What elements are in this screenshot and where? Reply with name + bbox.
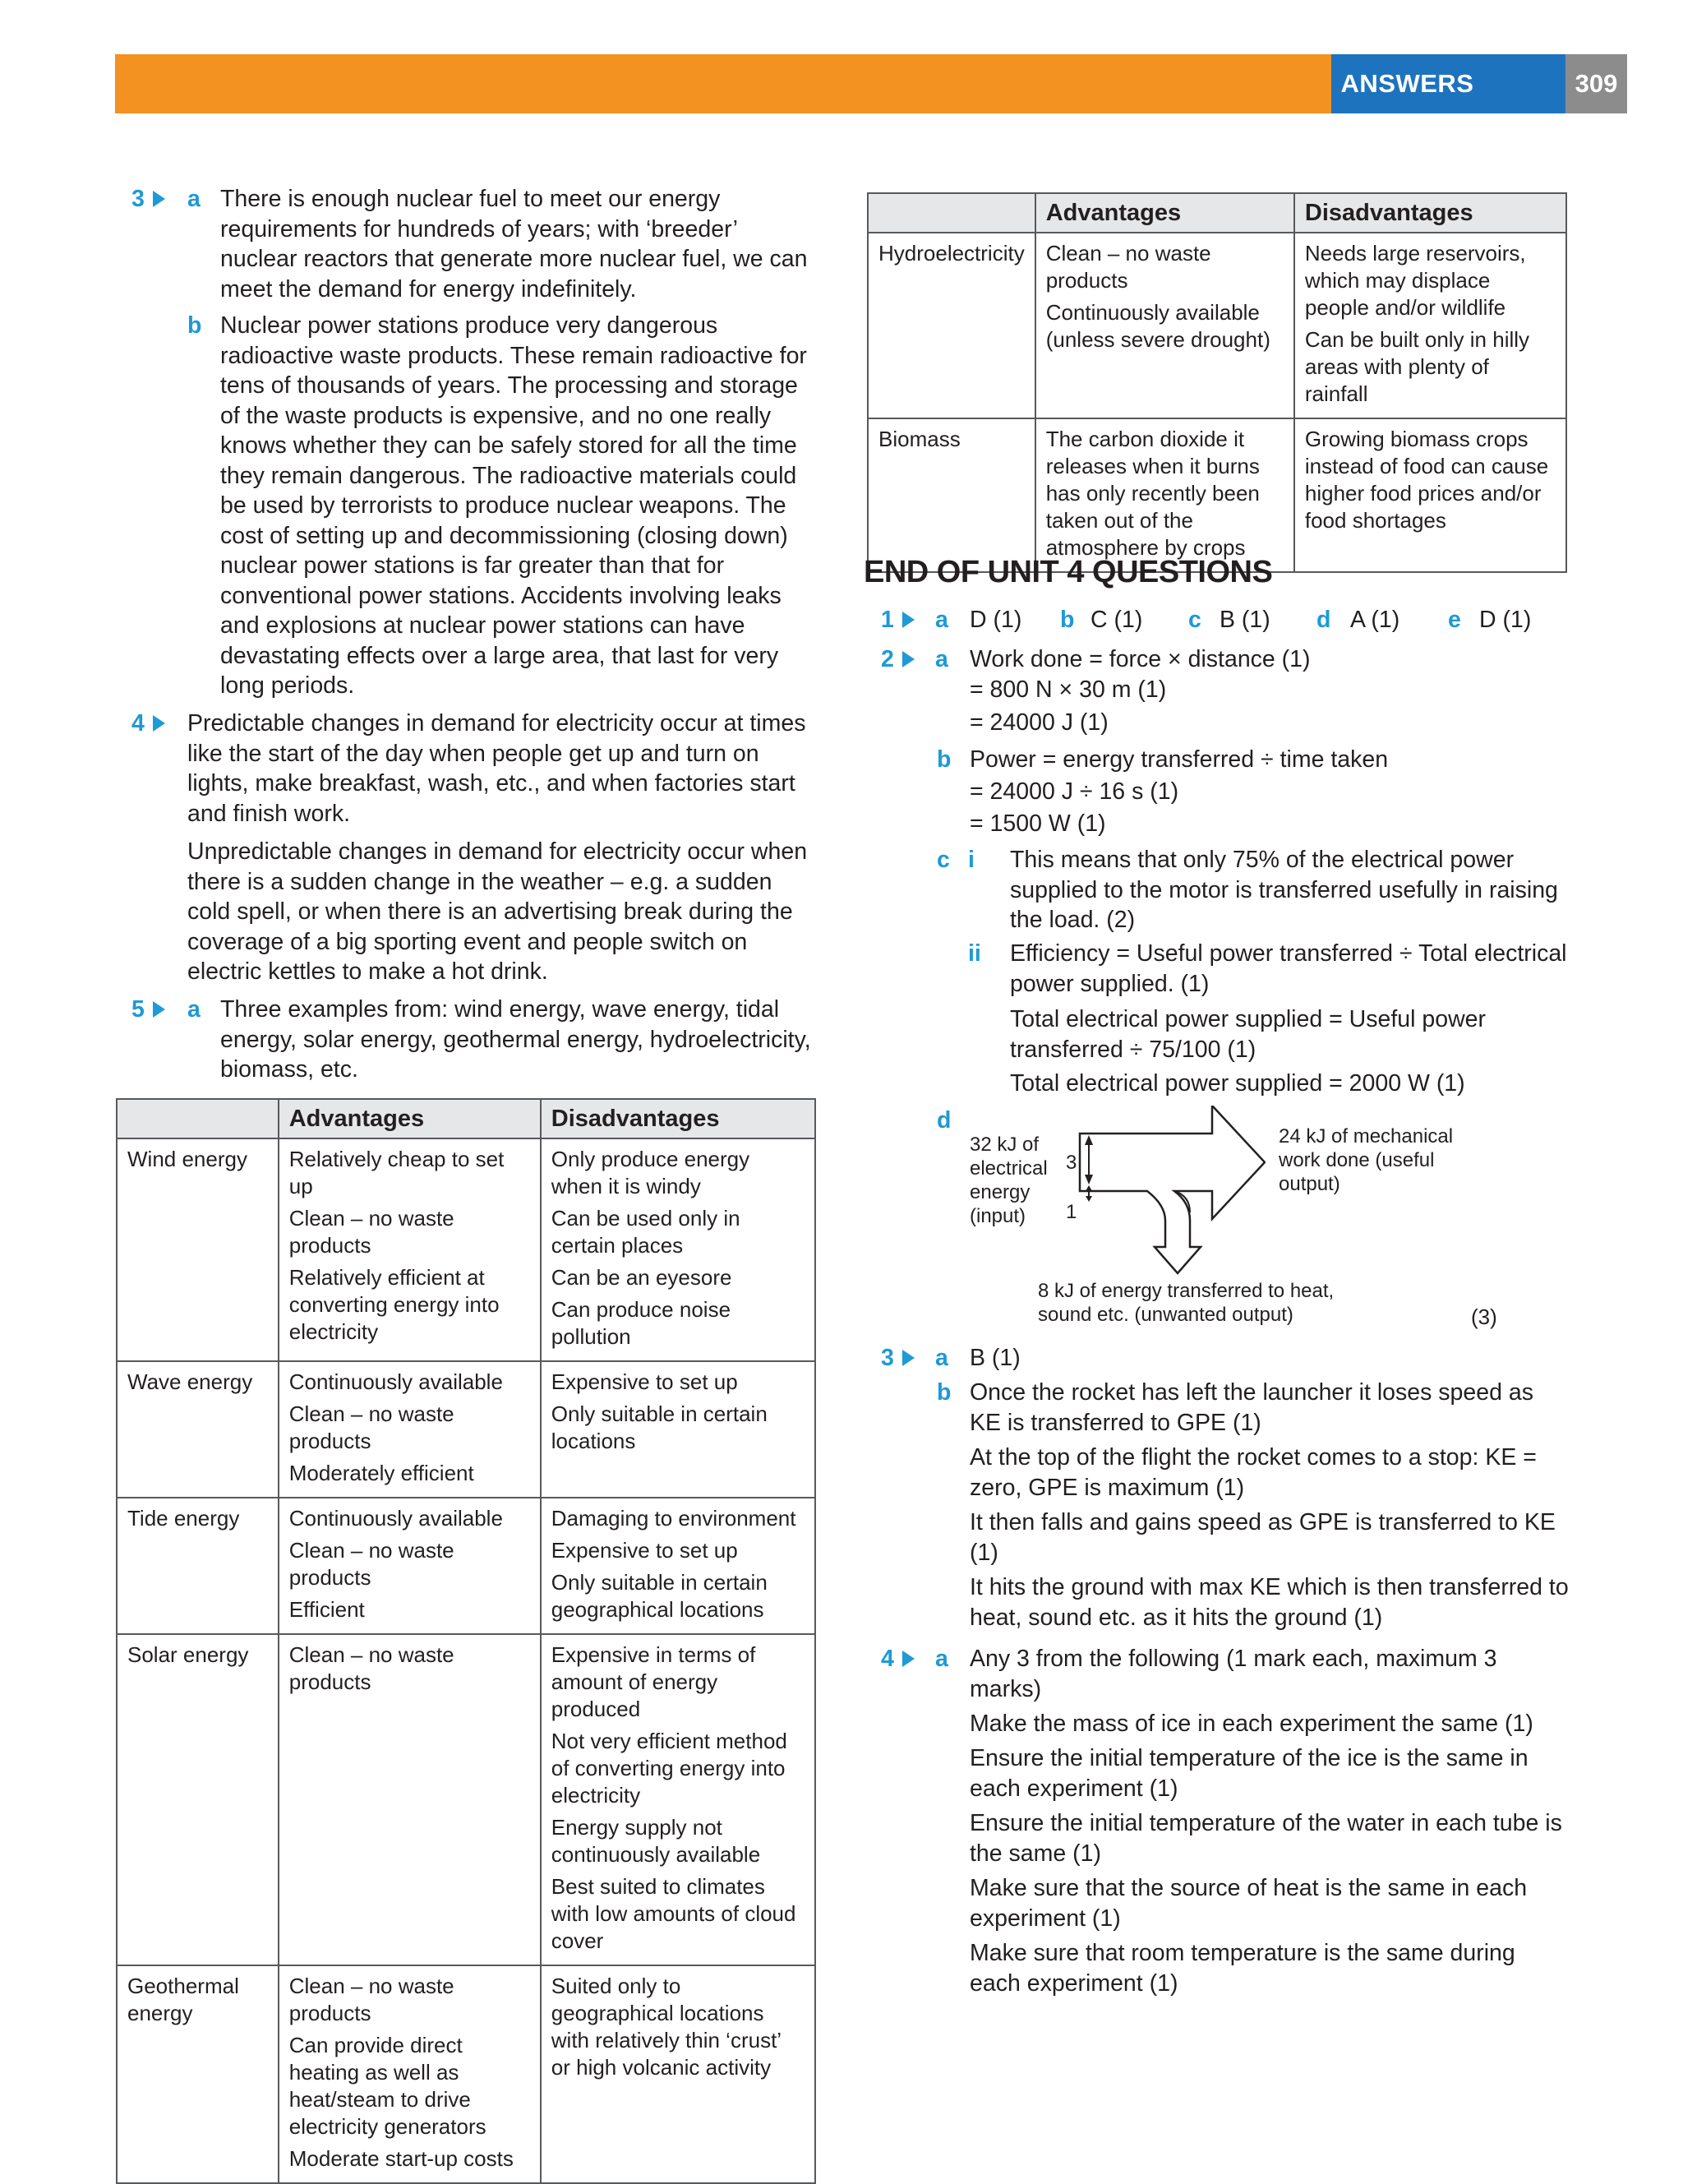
q2b-line-3: = 1500 W (1) — [970, 810, 1106, 837]
wasted-output-label: 8 kJ of energy transferred to heat, sound etc. (unwanted output) — [1038, 1280, 1335, 1326]
header-bar — [115, 54, 1331, 113]
disadvantage-item: Can be built only in hilly areas with plenty of rainfall — [1304, 327, 1530, 406]
q2cii-line-2: Total electrical power supplied = Useful power transferred ÷ 75/100 (1) — [1010, 1006, 1487, 1063]
advantage-item: Relatively cheap to set up — [288, 1147, 505, 1198]
scale-label-bottom: 1 — [1066, 1201, 1077, 1223]
section-title: ANSWERS — [1340, 69, 1474, 98]
q1-answer: C (1) — [1090, 607, 1143, 633]
part-label: a — [935, 607, 948, 633]
question-arrow-icon — [902, 1651, 915, 1667]
question-number-1: 1 — [881, 605, 915, 635]
energy-source: Geothermal energy — [117, 1965, 279, 2183]
disadvantage-item: Expensive to set up — [551, 1538, 738, 1563]
disadvantage-item: Energy supply not continuously available — [551, 1815, 761, 1867]
question-arrow-icon — [902, 612, 915, 628]
advantages-cell — [279, 1138, 541, 1361]
q3b-para-1: Once the rocket has left the launcher it loses speed as KE is transferred to GPE (1) — [970, 1379, 1533, 1436]
advantage-item: Continuously available (unless severe drought) — [1045, 300, 1270, 352]
q2a-line-1: Work done = force × distance (1) — [970, 646, 1311, 672]
table-header-row — [868, 193, 1566, 233]
advantage-item: Can provide direct heating as well as heat/steam to drive electricity generators — [288, 2033, 486, 2139]
disadvantages-cell — [541, 1498, 815, 1634]
energy-table-left — [116, 1098, 816, 2184]
q3a-answer: B (1) — [970, 1345, 1021, 1371]
q3b-para-3: It then falls and gains speed as GPE is transferred to KE (1) — [970, 1509, 1556, 1566]
advantages-cell — [279, 1634, 541, 1965]
energy-source: Tide energy — [117, 1498, 279, 1634]
table-row — [868, 418, 1566, 572]
disadvantage-item: Can be used only in certain places — [551, 1206, 740, 1258]
q2a-line-2: = 800 N × 30 m (1) — [970, 676, 1167, 703]
advantage-item: Efficient — [288, 1597, 365, 1622]
energy-source: Solar energy — [117, 1634, 279, 1965]
q4a-para-5: Make sure that the source of heat is the same in each experiment (1) — [970, 1875, 1528, 1932]
q3b-para-4: It hits the ground with max KE which is then transferred to heat, sound etc. as it hits the ground (1) — [970, 1574, 1569, 1631]
disadvantages-cell — [541, 1965, 815, 2183]
part-label-c: c — [937, 847, 950, 873]
input-energy-label: 32 kJ of electrical energy (input) — [970, 1134, 1048, 1227]
table-header-cell: Advantages — [1035, 193, 1294, 233]
disadvantage-item: Only produce energy when it is windy — [551, 1147, 750, 1198]
part-label-b: b — [937, 1379, 952, 1406]
energy-table-right — [867, 192, 1567, 573]
part-label-ii: ii — [968, 940, 981, 967]
part-label: c — [1188, 607, 1201, 633]
question-arrow-icon — [153, 1001, 165, 1018]
table-header-cell: Advantages — [279, 1099, 541, 1138]
table-row — [117, 1965, 815, 2183]
q3b-answer: Nuclear power stations produce very dangerous radioactive waste products. These remain radioactive for tens of thousands of years. The processing and storage of the waste products is expensive, and no one really knows whether they can be safely stored for all the time they remain dangerous. The radioactive materials could be used by terrorists to produce nuclear weapons. The cost of setting up and decommissioning (closing down) nuclear power stations is far greater than that for conventional power stations. Accidents involving leaks and explosions at nuclear power stations can have devastating effects over a large area, that last for very long periods. — [220, 312, 807, 699]
question-number-4: 4 — [881, 1644, 915, 1674]
q4a-para-6: Make sure that room temperature is the same during each experiment (1) — [970, 1940, 1515, 1997]
table-row — [117, 1138, 815, 1361]
advantage-item: Clean – no waste products — [1045, 241, 1211, 293]
table-row — [117, 1634, 815, 1965]
disadvantage-item: Only suitable in certain geographical locations — [551, 1570, 768, 1622]
advantages-cell — [279, 1361, 541, 1498]
question-number-4: 4 — [131, 709, 165, 739]
scale-label-top: 3 — [1066, 1152, 1077, 1174]
sankey-diagram — [1052, 1106, 1266, 1282]
q3a-answer: There is enough nuclear fuel to meet our energy requirements for hundreds of years; with ‘breeder’ nuclear reactors that generate more nuclear fuel, we can meet the demand for energy indefinitely. — [220, 186, 808, 302]
disadvantage-item: Can produce noise pollution — [551, 1297, 731, 1349]
section-heading: END OF UNIT 4 QUESTIONS — [864, 555, 1273, 589]
part-label: b — [1060, 607, 1075, 633]
advantage-item: Clean – no waste products — [288, 1401, 454, 1453]
part-label-b: b — [937, 746, 952, 773]
part-label-b: b — [187, 312, 202, 339]
disadvantage-item: Needs large reservoirs, which may displace people and/or wildlife — [1304, 241, 1526, 320]
advantage-item: Moderately efficient — [288, 1461, 474, 1485]
disadvantage-item: Growing biomass crops instead of food can cause higher food prices and/or food shortages — [1304, 427, 1549, 533]
disadvantages-cell — [1294, 233, 1566, 418]
advantage-item: Clean – no waste products — [288, 1642, 454, 1694]
page-number: 309 — [1565, 54, 1627, 113]
question-arrow-icon — [902, 1350, 915, 1366]
advantage-item: Clean – no waste products — [288, 1974, 454, 2025]
part-label-a: a — [935, 1345, 948, 1371]
part-label-a: a — [187, 186, 201, 212]
table-header-cell — [117, 1099, 279, 1138]
q2b-line-1: Power = energy transferred ÷ time taken — [970, 746, 1389, 773]
disadvantages-cell — [1294, 418, 1566, 572]
q1-answer: D (1) — [970, 607, 1022, 633]
advantages-cell — [1035, 418, 1294, 572]
advantages-cell — [1035, 233, 1294, 418]
table-header-row — [117, 1099, 815, 1138]
useful-output-label: 24 kJ of mechanical work done (useful output) — [1279, 1125, 1454, 1195]
q4a-para-1: Any 3 from the following (1 mark each, maximum 3 marks) — [970, 1646, 1497, 1702]
part-label-a: a — [935, 1646, 948, 1672]
disadvantages-cell — [541, 1138, 815, 1361]
table-header-cell: Disadvantages — [541, 1099, 815, 1138]
energy-source: Hydroelectricity — [868, 233, 1035, 418]
q4a-para-2: Make the mass of ice in each experiment the same (1) — [970, 1711, 1533, 1737]
part-label-d: d — [937, 1107, 952, 1134]
energy-source: Biomass — [868, 418, 1035, 572]
advantage-item: Continuously available — [288, 1506, 503, 1531]
q2b-line-2: = 24000 J ÷ 16 s (1) — [970, 778, 1179, 805]
advantage-item: Continuously available — [288, 1369, 503, 1394]
advantage-item: Moderate start-up costs — [288, 2146, 514, 2171]
advantage-item: Clean – no waste products — [288, 1206, 454, 1258]
advantage-item: Clean – no waste products — [288, 1538, 454, 1590]
advantage-item: The carbon dioxide it releases when it burns has only recently been taken out of the atmosphere by crops — [1045, 427, 1260, 560]
disadvantages-cell — [541, 1361, 815, 1498]
part-label-a: a — [935, 646, 948, 672]
disadvantage-item: Expensive to set up — [551, 1369, 738, 1394]
energy-source: Wind energy — [117, 1138, 279, 1361]
question-number-3: 3 — [131, 184, 165, 215]
disadvantage-item: Best suited to climates with low amounts of cloud cover — [551, 1874, 796, 1953]
q2cii-line-1: Efficiency = Useful power transferred ÷ Total electrical power supplied. (1) — [1010, 940, 1567, 997]
part-label: e — [1448, 607, 1461, 633]
question-arrow-icon — [902, 651, 915, 667]
q4a-para-4: Ensure the initial temperature of the water in each tube is the same (1) — [970, 1810, 1562, 1867]
disadvantage-item: Suited only to geographical locations with relatively thin ‘crust’ or high volcanic activity — [551, 1974, 782, 2080]
disadvantage-item: Can be an eyesore — [551, 1265, 732, 1290]
q5a-answer: Three examples from: wind energy, wave energy, tidal energy, solar energy, geothermal energy, hydroelectricity, biomass, etc. — [220, 996, 811, 1083]
q4-paragraph-1: Predictable changes in demand for electricity occur at times like the start of the day when people get up and turn on lights, make breakfast, wash, etc., and when factories start and finish work. — [187, 710, 806, 827]
disadvantages-cell — [541, 1634, 815, 1965]
part-label-i: i — [968, 847, 975, 873]
disadvantage-item: Expensive in terms of amount of energy produced — [551, 1642, 756, 1721]
advantages-cell — [279, 1498, 541, 1634]
table-header-cell: Disadvantages — [1294, 193, 1566, 233]
question-number-3: 3 — [881, 1343, 915, 1374]
marks-label: (3) — [1471, 1304, 1497, 1329]
q3b-para-2: At the top of the flight the rocket comes to a stop: KE = zero, GPE is maximum (1) — [970, 1444, 1537, 1501]
q2ci-answer: This means that only 75% of the electrical power supplied to the motor is transferred usefully in raising the load. (2) — [1010, 847, 1558, 933]
question-number-2: 2 — [881, 644, 915, 675]
question-arrow-icon — [153, 715, 165, 732]
q4a-para-3: Ensure the initial temperature of the ice is the same in each experiment (1) — [970, 1745, 1529, 1802]
q4-paragraph-2: Unpredictable changes in demand for electricity occur when there is a sudden change in the weather – e.g. a sudden cold spell, or when there is an advertising break during the coverage of a big sporting event and people switch on electric kettles to make a hot drink. — [187, 838, 808, 985]
q1-answer: B (1) — [1220, 607, 1270, 633]
energy-source: Wave energy — [117, 1361, 279, 1498]
disadvantage-item: Only suitable in certain locations — [551, 1401, 768, 1453]
table-row — [117, 1361, 815, 1498]
advantage-item: Relatively efficient at converting energy into electricity — [288, 1265, 500, 1344]
q2cii-line-3: Total electrical power supplied = 2000 W (1) — [1010, 1070, 1465, 1097]
q2a-line-3: = 24000 J (1) — [970, 709, 1109, 736]
table-row — [868, 233, 1566, 418]
part-label: d — [1316, 607, 1331, 633]
q1-answer: D (1) — [1479, 607, 1532, 633]
table-row — [117, 1498, 815, 1634]
question-number-5: 5 — [131, 995, 165, 1025]
question-arrow-icon — [153, 191, 165, 207]
disadvantage-item: Damaging to environment — [551, 1506, 796, 1531]
advantages-cell — [279, 1965, 541, 2183]
q1-answer: A (1) — [1350, 607, 1400, 633]
part-label-a: a — [187, 996, 201, 1023]
table-header-cell — [868, 193, 1035, 233]
sankey-arrow-shape — [1080, 1106, 1265, 1273]
disadvantage-item: Not very efficient method of converting energy into electricity — [551, 1729, 787, 1808]
